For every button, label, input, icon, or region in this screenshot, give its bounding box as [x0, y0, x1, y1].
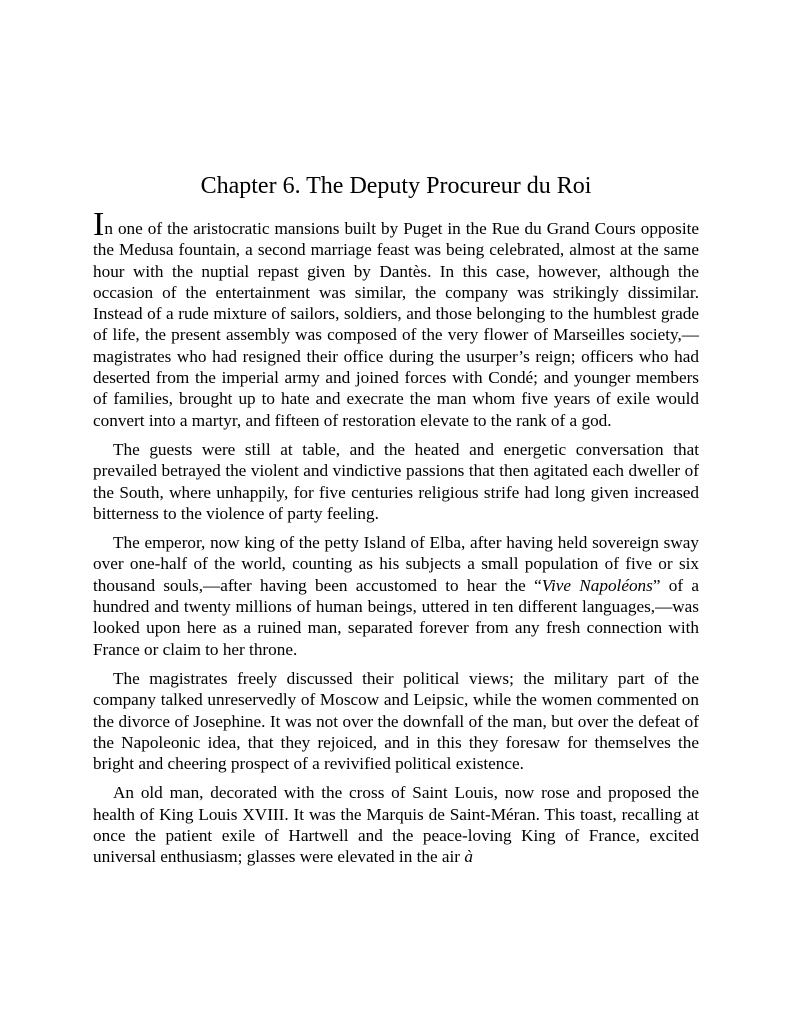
book-page — [93, 170, 699, 876]
paragraph-3-italic: Vive Napoléons — [541, 575, 653, 595]
paragraph-1-text: n one of the aristocratic mansions built by Puget in the Rue du Grand Cours opposite the Medusa fountain, a second marriage feast was being celebrated, almost at the same hour with the nuptial repast given by Dantès. In this case, however, although the occasion of the entertainment was similar, the company was strikingly dissimilar. Instead of a rude mixture of sailors, soldiers, and those belonging to the humblest grade of life, the present assembly was composed of the very flower of Marseilles society,—magistrates who had resigned their office during the usurper’s reign; officers who had deserted from the imperial army and joined forces with Condé; and younger members of families, brought up to hate and execrate the man whom five years of exile would convert into a martyr, and fifteen of restoration elevate to the rank of a god. — [93, 219, 699, 430]
chapter-title: Chapter 6. The Deputy Procureur du Roi — [200, 173, 592, 199]
drop-cap: I — [93, 206, 105, 243]
paragraph-3-text-before: The emperor, now king of the petty Island of Elba, after having held sovereign sway over one-half of the world, counting as his subjects a small population of five or six thousand souls,—after having been accustomed to hear the “ — [93, 533, 699, 595]
paragraph-3-text-after: ” of a hundred and twenty millions of human beings, uttered in ten different languages,—was looked upon here as a ruined man, separated forever from any fresh connection with France or claim to her throne. — [93, 575, 700, 659]
paragraph-5-italic: à — [464, 847, 473, 867]
paragraph-3 — [93, 532, 699, 660]
paragraph-5-text-before: An old man, decorated with the cross of Saint Louis, now rose and proposed the health of King Louis XVIII. It was the Marquis de Saint-Méran. This toast, recalling at once the patient exile of Hartwell and the peace-loving King of France, excited universal enthusiasm; glasses were elevated in the air — [93, 783, 699, 867]
paragraph-2: The guests were still at table, and the heated and energetic conversation that prevailed betrayed the violent and vindictive passions that then agitated each dweller of the South, where unhappily, for five centuries religious strife had long given increased bitterness to the violence of party feeling. — [93, 439, 699, 523]
paragraph-1 — [93, 206, 699, 431]
paragraph-5 — [93, 782, 699, 867]
paragraph-4: The magistrates freely discussed their political views; the military part of the company talked unreservedly of Moscow and Leipsic, while the women commented on the divorce of Josephine. It was not over the downfall of the man, but over the defeat of the Napoleonic idea, that they rejoiced, and in this they foresaw for themselves the bright and cheering prospect of a revivified political existence. — [93, 668, 699, 774]
